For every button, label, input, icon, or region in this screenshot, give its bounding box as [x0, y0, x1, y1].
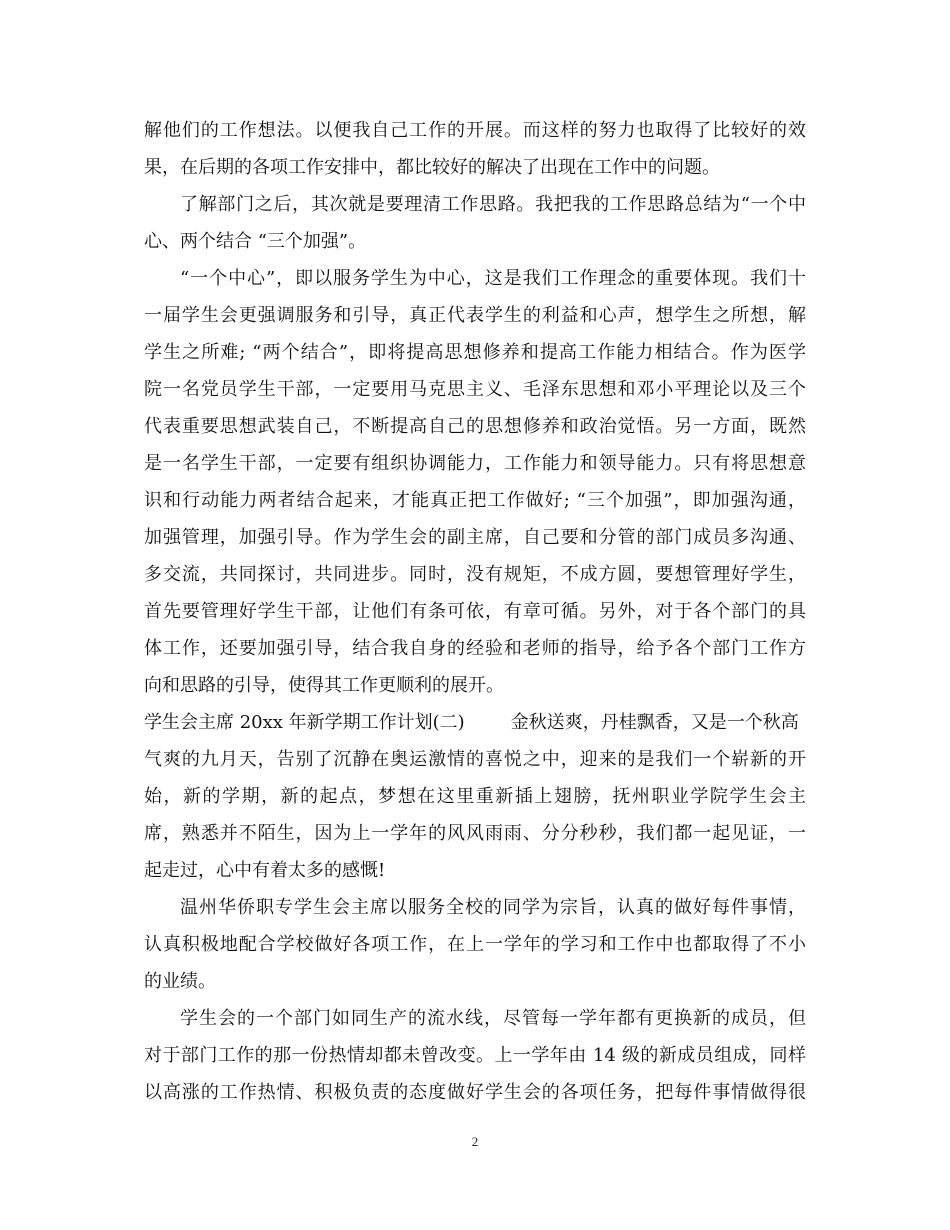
text-line: “一个中心”，即以服务学生为中心，这是我们工作理念的重要体现。我们十	[180, 268, 806, 289]
text-line: 始，新的学期，新的起点，梦想在这里重新插上翅膀，抚州职业学院学生会主	[144, 786, 806, 807]
page-number: 2	[471, 1134, 479, 1149]
section-heading: 学生会主席 20xx 年新学期工作计划(二)	[144, 712, 465, 733]
text-line: 体工作，还要加强引导，结合我自身的经验和老师的指导，给予各个部门工作方	[144, 638, 806, 659]
text-line: 温州华侨职专学生会主席以服务全校的同学为宗旨，认真的做好每件事情，	[180, 897, 806, 918]
text-line: 气爽的九月天，告别了沉静在奥运激情的喜悦之中，迎来的是我们一个崭新的开	[144, 749, 806, 770]
text-line: 心、两个结合 “三个加强”。	[144, 231, 367, 252]
document-body	[144, 112, 806, 1111]
text-line: 果，在后期的各项工作安排中，都比较好的解决了出现在工作中的问题。	[144, 157, 720, 178]
text-line: 的业绩。	[144, 971, 216, 992]
text-line: 院一名党员学生干部，一定要用马克思主义、毛泽东思想和邓小平理论以及三个	[144, 379, 806, 400]
text-line: 是一名学生干部，一定要有组织协调能力，工作能力和领导能力。只有将思想意	[144, 453, 806, 474]
text-line: 以高涨的工作热情、积极负责的态度做好学生会的各项任务，把每件事情做得很	[144, 1082, 806, 1103]
text-line: 代表重要思想武装自己，不断提高自己的思想修养和政治觉悟。另一方面，既然	[144, 416, 806, 437]
text-line: 识和行动能力两者结合起来，才能真正把工作做好; “三个加强”，即加强沟通，	[144, 490, 806, 511]
text-line: 席，熟悉并不陌生，因为上一学年的风风雨雨、分分秒秒，我们都一起见证，一	[144, 823, 806, 844]
text-line: 起走过，心中有着太多的感慨!	[144, 860, 386, 881]
text-line: 学生之所难; “两个结合”，即将提高思想修养和提高工作能力相结合。作为医学	[144, 342, 806, 363]
text-line: 学生会的一个部门如同生产的流水线，尽管每一学年都有更换新的成员，但	[180, 1008, 806, 1029]
text-line: 对于部门工作的那一份热情却都未曾改变。上一学年由 14 级的新成员组成，同样	[144, 1045, 806, 1066]
text-line: 多交流，共同探讨，共同进步。同时，没有规矩，不成方圆，要想管理好学生，	[144, 564, 806, 585]
text-line: 解他们的工作想法。以便我自己工作的开展。而这样的努力也取得了比较好的效	[144, 120, 806, 141]
text-line: 了解部门之后，其次就是要理清工作思路。我把我的工作思路总结为“一个中	[180, 194, 806, 215]
text-line: 首先要管理好学生干部，让他们有条可依，有章可循。另外，对于各个部门的具	[144, 601, 806, 622]
text-segment: 金秋送爽，丹桂飘香，又是一个秋高	[510, 712, 799, 733]
text-line: 加强管理，加强引导。作为学生会的副主席，自己要和分管的部门成员多沟通、	[144, 527, 806, 548]
text-line	[144, 704, 806, 741]
text-line: 认真积极地配合学校做好各项工作，在上一学年的学习和工作中也都取得了不小	[144, 934, 806, 955]
text-line: 一届学生会更强调服务和引导，真正代表学生的利益和心声，想学生之所想，解	[144, 305, 806, 326]
text-line: 向和思路的引导，使得其工作更顺利的展开。	[144, 675, 504, 696]
